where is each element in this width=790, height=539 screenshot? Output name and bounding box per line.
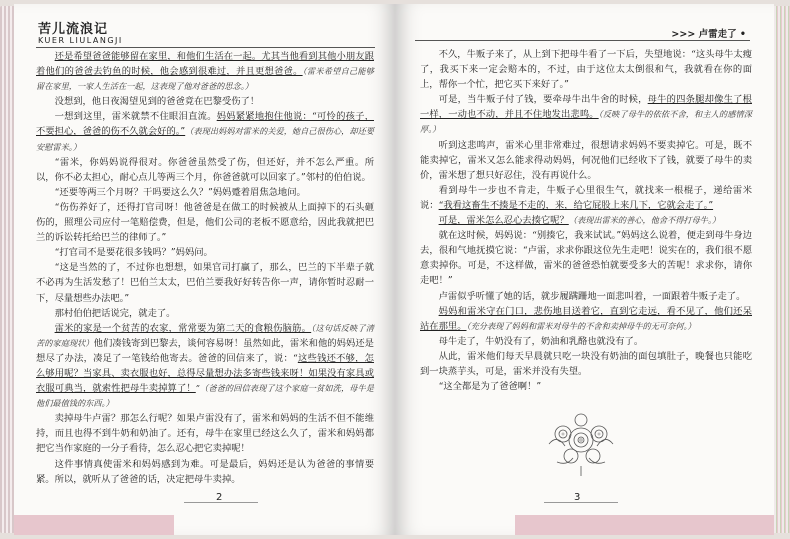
annotation-note: ”（爸爸的回信表现了这个家庭一贫如洗，母牛是他们最值钱的东西。）: [36, 383, 374, 409]
page-number: 3: [574, 492, 581, 503]
text-run: “打官司不是要花很多钱吗？”妈妈问。: [54, 247, 213, 259]
paragraph: [36, 260, 374, 305]
text-run: 就在这时候，妈妈说：“别揍它，我来试试。”妈妈这么说着，便走到母牛身边去，很和气地抚摸它说：“卢雷，求求你跟这位先生走吧！说实在的，我们很不愿意卖掉你。可是，不这样做，雷米的爸爸恐怕就要受多大的苦呢！求求你，请你走吧！”: [420, 230, 752, 287]
text-run: “这是当然的了，不过你也想想，如果官司打赢了，那么，巴兰的下半辈子就不必再为生活发愁了！巴伯兰太太，巴伯兰要我好好转告你一声，请你暂时忍耐一下，尽量想些办法吧。”: [36, 262, 374, 304]
text-run: “雷米，你妈妈说得很对。你爸爸虽然受了伤，但还好，并不怎么严重。所以，你不必太担心，耐心点儿等两三个月，你爸爸就可以回家了。”邻村的伯伯说。: [36, 156, 374, 183]
page-bottom-band: [515, 515, 774, 535]
paragraph: [36, 94, 374, 109]
underlined-text: 妈妈和雷米守在门口，悲伤地目送着它，直到它走远，看不见了，他们还呆站在那里。: [420, 305, 752, 332]
text-run: “还要等两三个月呀？干吗要这么久？”妈妈蹙着眉焦急地问。: [54, 186, 306, 198]
text-run: 卖掉母牛卢雷？那怎么行呢？如果卢雷没有了，雷米和妈妈的生活不但不能维持，而且也得不到牛奶和奶油了。还有，母牛在家里已经这么久了，雷米和妈妈都把它当作家庭的一分子看待，怎么忍心把它卖掉呢！: [36, 413, 374, 455]
flower-illustration: [543, 410, 619, 478]
text-run: 一想到这里，雷米就禁不住眼泪直流。: [54, 111, 217, 123]
book-left-page-edges: [0, 6, 14, 533]
header-rule: [36, 47, 375, 48]
underlined-text: 妈妈紧紧地抱住他说：“可怜的孩子，不要担心，爸爸的伤不久就会好的。”: [36, 111, 374, 138]
underlined-text: 雷米的家是一个贫苦的农家，常常要为第二天的食粮伤脑筋。: [54, 322, 312, 334]
left-page-body: [36, 49, 374, 487]
right-page: [395, 4, 774, 535]
text-run: 那村伯伯把话说完，就走了。: [54, 307, 176, 319]
text-run: 卢雷似乎听懂了她的话，就步履蹒跚地一面悲叫着，一面跟着牛贩子走了。: [438, 290, 746, 302]
paragraph: [36, 321, 374, 412]
text-run: 这件事情真使雷米和妈妈感到为难。可是最后，妈妈还是认为爸爸的事情要紧。所以，就听从了爸爸的话，决定把母牛卖掉。: [36, 458, 374, 485]
annotation-note: （雷米希望自己能够留在家里，一家人生活在一起，这表现了他对爸爸的思念。）: [36, 66, 374, 92]
paragraph: [36, 306, 374, 321]
page-number: 2: [216, 492, 223, 503]
text-run: 没想到，他日夜渴望见到的爸爸竟在巴黎受伤了！: [54, 96, 260, 108]
paragraph: [36, 411, 374, 456]
paragraph: [36, 200, 374, 245]
annotation-note: （这句话反映了清苦的家庭现状）: [36, 322, 374, 348]
paragraph: [420, 349, 752, 379]
paragraph: [420, 304, 752, 334]
underlined-text: 母牛的四条腿却像生了根一样，一动也不动，并且不住地发出悲鸣。: [420, 94, 752, 121]
left-page: [14, 4, 395, 535]
paragraph: [36, 49, 374, 94]
paragraph: [420, 289, 752, 304]
underlined-text: 还是希望爸爸能够留在家里，和他们生活在一起。尤其当他看到其他小朋友跟着他们的爸爸去钓鱼的时候，他会感到很难过，并且更想爸爸。: [36, 51, 374, 78]
paragraph: [420, 379, 752, 394]
paragraph: [36, 155, 374, 185]
book-right-page-edges: [774, 6, 790, 533]
annotation-note: （表现出雷米的善心，他舍不得打母牛。）: [568, 215, 721, 226]
text-run: 看到母牛一步也不肯走，牛贩子心里很生气，就找来一根棍子，递给雷米说：: [420, 184, 752, 211]
text-run: 他们凑钱寄到巴黎去，谈何容易呀！虽然如此，雷米和他的妈妈还是想尽了办法，凑足了一笔钱给他寄去。爸爸的回信来了，说：“: [36, 337, 374, 364]
underlined-text: 这些钱还不够，怎么够用呢？当家具、卖衣服也好，总得尽量想办法多寄些钱来呀！如果没有家具或衣服可典当，就索性把母牛卖掉算了！: [36, 352, 374, 395]
text-run: 母牛走了，牛奶没有了，奶油和乳酪也就没有了。: [438, 335, 644, 347]
text-run: “伤伤养好了，还得打官司呀！他爸爸是在做工的时候被从上面掉下的石头砸伤的，照理公司应付一笔赔偿费，但是，他们公司的老板不愿意给，因此我就把巴兰的诉讼转托给巴兰的律师了。”: [36, 201, 374, 244]
page-number-ornament: [184, 502, 258, 509]
paragraph: [420, 213, 752, 228]
paragraph: [36, 457, 374, 487]
paragraph: [420, 183, 752, 213]
right-page-body: [420, 47, 752, 394]
text-run: “这全都是为了爸爸啊！”: [438, 381, 542, 393]
underlined-text: “我看这畜生不揍是不走的，来，给它屁股上来几下，它就会走了。”: [438, 199, 714, 211]
text-run: 从此，雷米他们每天早晨就只吃一块没有奶油的面包填肚子，晚餐也只能吃到一块蒸芋头，可是，雷米并没有失望。: [420, 350, 752, 377]
paragraph: [420, 334, 752, 349]
page-number-ornament: [544, 502, 618, 509]
header-rule: [415, 40, 750, 41]
paragraph: [36, 185, 374, 200]
paragraph: [36, 109, 374, 154]
text-run: 可是，当牛贩子付了钱，要牵母牛出牛舍的时候，: [438, 94, 648, 106]
text-run: 听到这悲鸣声，雷米心里非常难过，很想请求妈妈不要卖掉它。可是，既不能卖掉它，雷米又怎么能求得动妈妈，何况他们已经收下了钱，就要了母牛的卖价，雷米想了想只好忍住，没有再说什么。: [420, 139, 752, 181]
book-title: 苦儿流浪记: [38, 22, 109, 37]
paragraph: [36, 245, 374, 260]
annotation-note: （充分表现了妈妈和雷米对母牛的不舍和卖掉母牛的无可奈何。）: [466, 320, 696, 331]
paragraph: [420, 47, 752, 92]
chapter-title: >>> 卢雷走了 •: [671, 29, 746, 40]
text-run: 不久，牛贩子来了，从上到下把母牛看了一下后，失望地说：“这头母牛太瘦了，我买下来一定会赔本的，不过，由于这位太太倒很和气，我就看在你的面上，帮你一个忙，把它买下来好了。”: [420, 49, 752, 91]
book-title-pinyin: KUER LIULANGJI: [38, 36, 123, 45]
annotation-note: （反映了母牛的依依不舍，和主人的感情深厚。）: [420, 109, 752, 135]
annotation-note: （表现出妈妈对雷米的关爱，她自己很伤心，却还要安慰雷米。）: [36, 126, 374, 152]
paragraph: [420, 138, 752, 183]
paragraph: [420, 92, 752, 137]
underlined-text: 可是，雷米怎么忍心去揍它呢？: [438, 215, 569, 227]
page-bottom-band: [14, 515, 174, 535]
paragraph: [420, 228, 752, 288]
